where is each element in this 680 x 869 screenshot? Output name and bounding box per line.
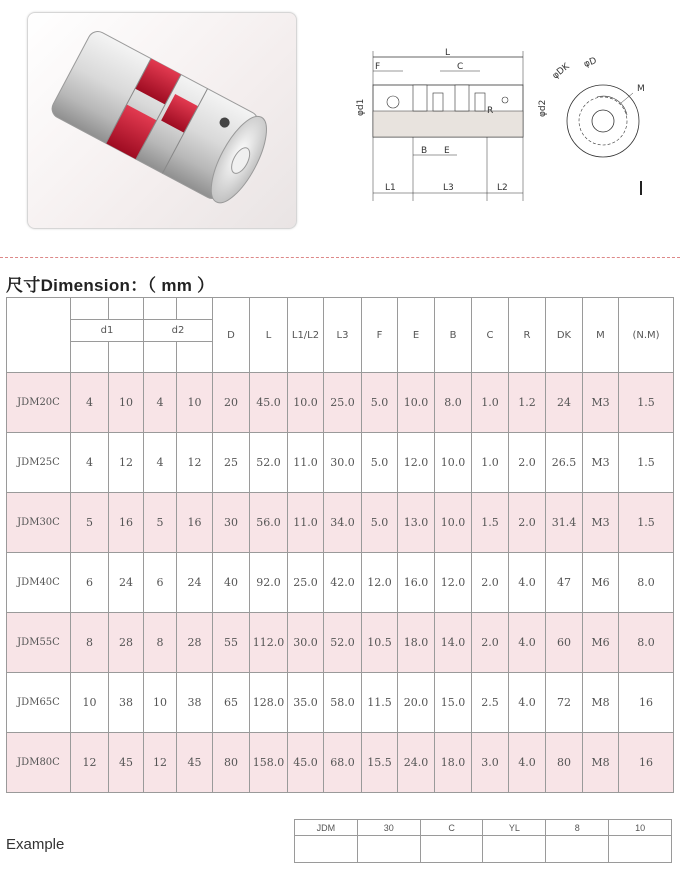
header-d2: d2 <box>144 320 213 342</box>
value-cell: 4.0 <box>509 733 546 793</box>
dim-R-label: R <box>487 106 494 116</box>
value-cell: 5.0 <box>362 493 398 553</box>
value-cell: 12 <box>109 433 144 493</box>
dim-d2-label: φd2 <box>538 99 548 117</box>
header-d1: d1 <box>71 320 144 342</box>
value-cell: 16 <box>109 493 144 553</box>
example-cell: 10 <box>609 820 672 836</box>
value-cell: 10 <box>144 673 177 733</box>
value-cell: 11.0 <box>288 433 324 493</box>
value-cell: 18.0 <box>398 613 435 673</box>
value-cell: 25.0 <box>288 553 324 613</box>
dim-E-label: E <box>444 146 450 156</box>
value-cell: 12 <box>144 733 177 793</box>
value-cell: 12.0 <box>362 553 398 613</box>
header-model <box>7 298 71 373</box>
dim-L1-label: L1 <box>385 183 396 193</box>
value-cell: 30.0 <box>324 433 362 493</box>
value-cell: 45.0 <box>250 373 288 433</box>
value-cell: 45.0 <box>288 733 324 793</box>
value-cell: 15.0 <box>435 673 472 733</box>
value-cell: 128.0 <box>250 673 288 733</box>
example-cell: YL <box>483 820 546 836</box>
value-cell: 31.4 <box>546 493 583 553</box>
value-cell: 16 <box>619 673 674 733</box>
value-cell: 5.0 <box>362 433 398 493</box>
value-cell: 10.0 <box>398 373 435 433</box>
value-cell: M3 <box>583 433 619 493</box>
value-cell: 8 <box>144 613 177 673</box>
table-row <box>7 553 674 613</box>
model-cell: JDM25C <box>7 433 71 493</box>
value-cell: 5.0 <box>362 373 398 433</box>
header-E: E <box>398 298 435 373</box>
value-cell: 1.5 <box>619 433 674 493</box>
value-cell: 28 <box>177 613 213 673</box>
value-cell: 20.0 <box>398 673 435 733</box>
value-cell: 10.0 <box>435 493 472 553</box>
value-cell: 158.0 <box>250 733 288 793</box>
value-cell: 38 <box>109 673 144 733</box>
value-cell: 11.5 <box>362 673 398 733</box>
value-cell: 6 <box>71 553 109 613</box>
dim-DK-label: φDK <box>550 61 572 82</box>
value-cell: 24.0 <box>398 733 435 793</box>
value-cell: 24 <box>546 373 583 433</box>
value-cell: 65 <box>213 673 250 733</box>
example-label: Example <box>6 836 65 853</box>
value-cell: 112.0 <box>250 613 288 673</box>
example-cell: JDM <box>295 820 358 836</box>
value-cell: 60 <box>546 613 583 673</box>
table-row <box>7 733 674 793</box>
value-cell: 30 <box>213 493 250 553</box>
model-cell: JDM20C <box>7 373 71 433</box>
value-cell: M3 <box>583 373 619 433</box>
value-cell: 55 <box>213 613 250 673</box>
value-cell: 30.0 <box>288 613 324 673</box>
dim-D-label: φD <box>582 56 599 70</box>
value-cell: 5 <box>71 493 109 553</box>
value-cell: 25 <box>213 433 250 493</box>
value-cell: 47 <box>546 553 583 613</box>
value-cell: 16 <box>619 733 674 793</box>
value-cell: 12.0 <box>398 433 435 493</box>
value-cell: 4.0 <box>509 613 546 673</box>
value-cell: M6 <box>583 553 619 613</box>
section-title: 尺寸Dimension：（ mm ） <box>6 276 215 295</box>
section-divider <box>0 257 680 258</box>
value-cell: 45 <box>109 733 144 793</box>
dim-L-label: L <box>445 48 451 58</box>
value-cell: 1.2 <box>509 373 546 433</box>
value-cell: 1.0 <box>472 433 509 493</box>
value-cell: 92.0 <box>250 553 288 613</box>
value-cell: 52.0 <box>250 433 288 493</box>
header-C: C <box>472 298 509 373</box>
value-cell: 2.0 <box>509 433 546 493</box>
example-table <box>294 819 672 863</box>
value-cell: 16.0 <box>398 553 435 613</box>
value-cell: 12 <box>71 733 109 793</box>
value-cell: 52.0 <box>324 613 362 673</box>
value-cell: 68.0 <box>324 733 362 793</box>
value-cell: 4 <box>144 433 177 493</box>
value-cell: 28 <box>109 613 144 673</box>
model-cell: JDM40C <box>7 553 71 613</box>
dimension-table-body <box>7 373 674 793</box>
table-row <box>7 493 674 553</box>
value-cell: 20 <box>213 373 250 433</box>
value-cell: 18.0 <box>435 733 472 793</box>
value-cell: 35.0 <box>288 673 324 733</box>
header-D: D <box>213 298 250 373</box>
value-cell: M8 <box>583 673 619 733</box>
header-B: B <box>435 298 472 373</box>
value-cell: 6 <box>144 553 177 613</box>
value-cell: 4.0 <box>509 673 546 733</box>
value-cell: 11.0 <box>288 493 324 553</box>
value-cell: 10 <box>177 373 213 433</box>
value-cell: 1.0 <box>472 373 509 433</box>
value-cell: 26.5 <box>546 433 583 493</box>
value-cell: 2.0 <box>472 613 509 673</box>
model-cell: JDM30C <box>7 493 71 553</box>
value-cell: 5 <box>144 493 177 553</box>
value-cell: M8 <box>583 733 619 793</box>
dim-C-label: C <box>457 62 464 72</box>
value-cell: 24 <box>177 553 213 613</box>
value-cell: 13.0 <box>398 493 435 553</box>
technical-drawing <box>345 45 665 215</box>
value-cell: 34.0 <box>324 493 362 553</box>
value-cell: 1.5 <box>472 493 509 553</box>
example-cell: C <box>420 820 483 836</box>
value-cell: 80 <box>546 733 583 793</box>
dim-B-label: B <box>421 146 428 156</box>
dim-F-label: F <box>375 62 381 72</box>
model-cell: JDM80C <box>7 733 71 793</box>
value-cell: 1.5 <box>619 493 674 553</box>
dim-L2-label: L2 <box>497 183 508 193</box>
value-cell: 8.0 <box>435 373 472 433</box>
value-cell: 42.0 <box>324 553 362 613</box>
value-cell: 1.5 <box>619 373 674 433</box>
table-row <box>7 673 674 733</box>
header-M: M <box>583 298 619 373</box>
value-cell: 2.0 <box>472 553 509 613</box>
value-cell: M6 <box>583 613 619 673</box>
value-cell: 56.0 <box>250 493 288 553</box>
value-cell: 4.0 <box>509 553 546 613</box>
example-cell: 30 <box>357 820 420 836</box>
value-cell: 72 <box>546 673 583 733</box>
value-cell: 15.5 <box>362 733 398 793</box>
value-cell: 8.0 <box>619 613 674 673</box>
value-cell: 8 <box>71 613 109 673</box>
value-cell: 10.5 <box>362 613 398 673</box>
value-cell: 38 <box>177 673 213 733</box>
value-cell: 10.0 <box>288 373 324 433</box>
value-cell: 2.5 <box>472 673 509 733</box>
value-cell: 2.0 <box>509 493 546 553</box>
table-row <box>7 433 674 493</box>
coupling-photo <box>28 13 296 228</box>
value-cell: 4 <box>144 373 177 433</box>
dim-L3-label: L3 <box>443 183 454 193</box>
value-cell: 14.0 <box>435 613 472 673</box>
value-cell: 12.0 <box>435 553 472 613</box>
dim-M-label: M <box>637 84 645 94</box>
product-photo-frame <box>27 12 297 229</box>
header-L1L2: L1/L2 <box>288 298 324 373</box>
model-cell: JDM65C <box>7 673 71 733</box>
value-cell: 16 <box>177 493 213 553</box>
value-cell: 4 <box>71 373 109 433</box>
value-cell: 8.0 <box>619 553 674 613</box>
example-cell: 8 <box>546 820 609 836</box>
value-cell: 3.0 <box>472 733 509 793</box>
value-cell: 40 <box>213 553 250 613</box>
dim-d1-label: φd1 <box>356 98 366 116</box>
value-cell: 80 <box>213 733 250 793</box>
value-cell: 10 <box>109 373 144 433</box>
value-cell: 24 <box>109 553 144 613</box>
header-torque: (N.M) <box>619 298 674 373</box>
model-cell: JDM55C <box>7 613 71 673</box>
header-F: F <box>362 298 398 373</box>
value-cell: 10.0 <box>435 433 472 493</box>
header-L: L <box>250 298 288 373</box>
header-R: R <box>509 298 546 373</box>
value-cell: 12 <box>177 433 213 493</box>
value-cell: M3 <box>583 493 619 553</box>
value-cell: 25.0 <box>324 373 362 433</box>
header-DK: DK <box>546 298 583 373</box>
value-cell: 45 <box>177 733 213 793</box>
header-L3: L3 <box>324 298 362 373</box>
dimension-table <box>6 297 674 793</box>
value-cell: 4 <box>71 433 109 493</box>
value-cell: 58.0 <box>324 673 362 733</box>
table-row <box>7 613 674 673</box>
table-row <box>7 373 674 433</box>
value-cell: 10 <box>71 673 109 733</box>
